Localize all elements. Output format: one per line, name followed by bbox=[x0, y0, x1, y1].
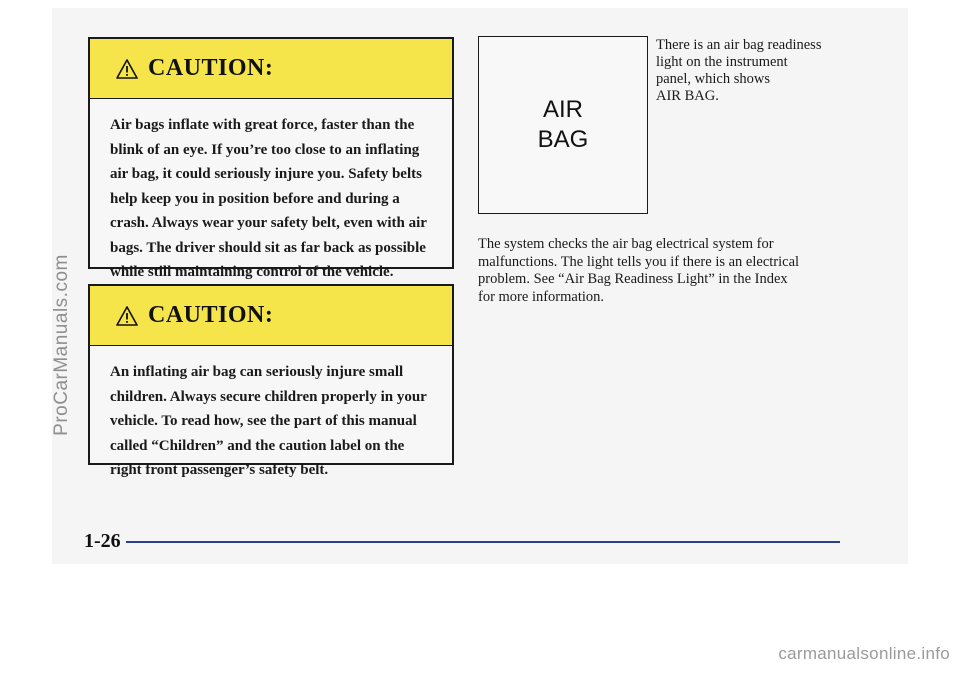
caution-line: help keep you in position before and during a bbox=[110, 190, 400, 207]
caution-text bbox=[90, 99, 452, 285]
caution-header bbox=[90, 286, 452, 346]
caution-line: An inflating air bag can seriously injure small bbox=[110, 364, 404, 380]
paragraph-line: The system checks the air bag electrical system for bbox=[478, 236, 774, 252]
paragraph-line: panel, which shows bbox=[656, 71, 770, 87]
caution-line: while still maintaining control of the vehicle. bbox=[110, 264, 394, 280]
caution-header bbox=[90, 39, 452, 99]
air-bag-readiness-light-illustration bbox=[478, 36, 648, 214]
page-number: 1-26 bbox=[84, 530, 121, 552]
caution-line: air bag, it could seriously injure you. Safety belts bbox=[110, 166, 422, 182]
warning-triangle-icon bbox=[116, 306, 138, 326]
paragraph-line: AIR BAG. bbox=[656, 88, 719, 104]
footer-rule bbox=[126, 541, 840, 543]
readiness-light-paragraph bbox=[656, 37, 856, 105]
caution-text bbox=[90, 346, 452, 483]
caution-line: children. Always secure children properly in your bbox=[110, 388, 427, 405]
caution-title: CAUTION: bbox=[148, 55, 274, 81]
caution-line: crash. Always wear your safety belt, even with air bbox=[110, 215, 427, 231]
warning-triangle-icon bbox=[116, 59, 138, 79]
paragraph-line: problem. See “Air Bag Readiness Light” in the Index bbox=[478, 271, 788, 287]
caution-line: vehicle. To read how, see the part of this manual bbox=[110, 413, 417, 429]
paragraph-line: light on the instrument bbox=[656, 54, 788, 70]
paragraph-line: for more information. bbox=[478, 288, 605, 305]
air-bag-light-text: BAG bbox=[537, 126, 589, 153]
air-bag-light-text: AIR bbox=[542, 96, 583, 123]
watermark-side: ProCarManuals.com bbox=[51, 254, 72, 436]
paragraph-line: There is an air bag readiness bbox=[656, 37, 822, 53]
manual-page bbox=[52, 8, 908, 564]
paragraph-line: malfunctions. The light tells you if there is an electrical bbox=[478, 253, 800, 270]
caution-line: right front passenger’s safety belt. bbox=[110, 462, 329, 478]
system-check-paragraph bbox=[478, 236, 848, 306]
watermark-bottom: carmanualsonline.info bbox=[778, 644, 950, 663]
caution-line: called “Children” and the caution label on the bbox=[110, 437, 405, 454]
caution-line: Air bags inflate with great force, faster than the bbox=[110, 117, 415, 133]
caution-line: blink of an eye. If you’re too close to an inflating bbox=[110, 141, 420, 158]
caution-title: CAUTION: bbox=[148, 302, 274, 328]
caution-box-air-bag-force bbox=[88, 37, 454, 280]
caution-line: bags. The driver should sit as far back as possible bbox=[110, 239, 426, 256]
caution-box-children bbox=[88, 284, 454, 478]
